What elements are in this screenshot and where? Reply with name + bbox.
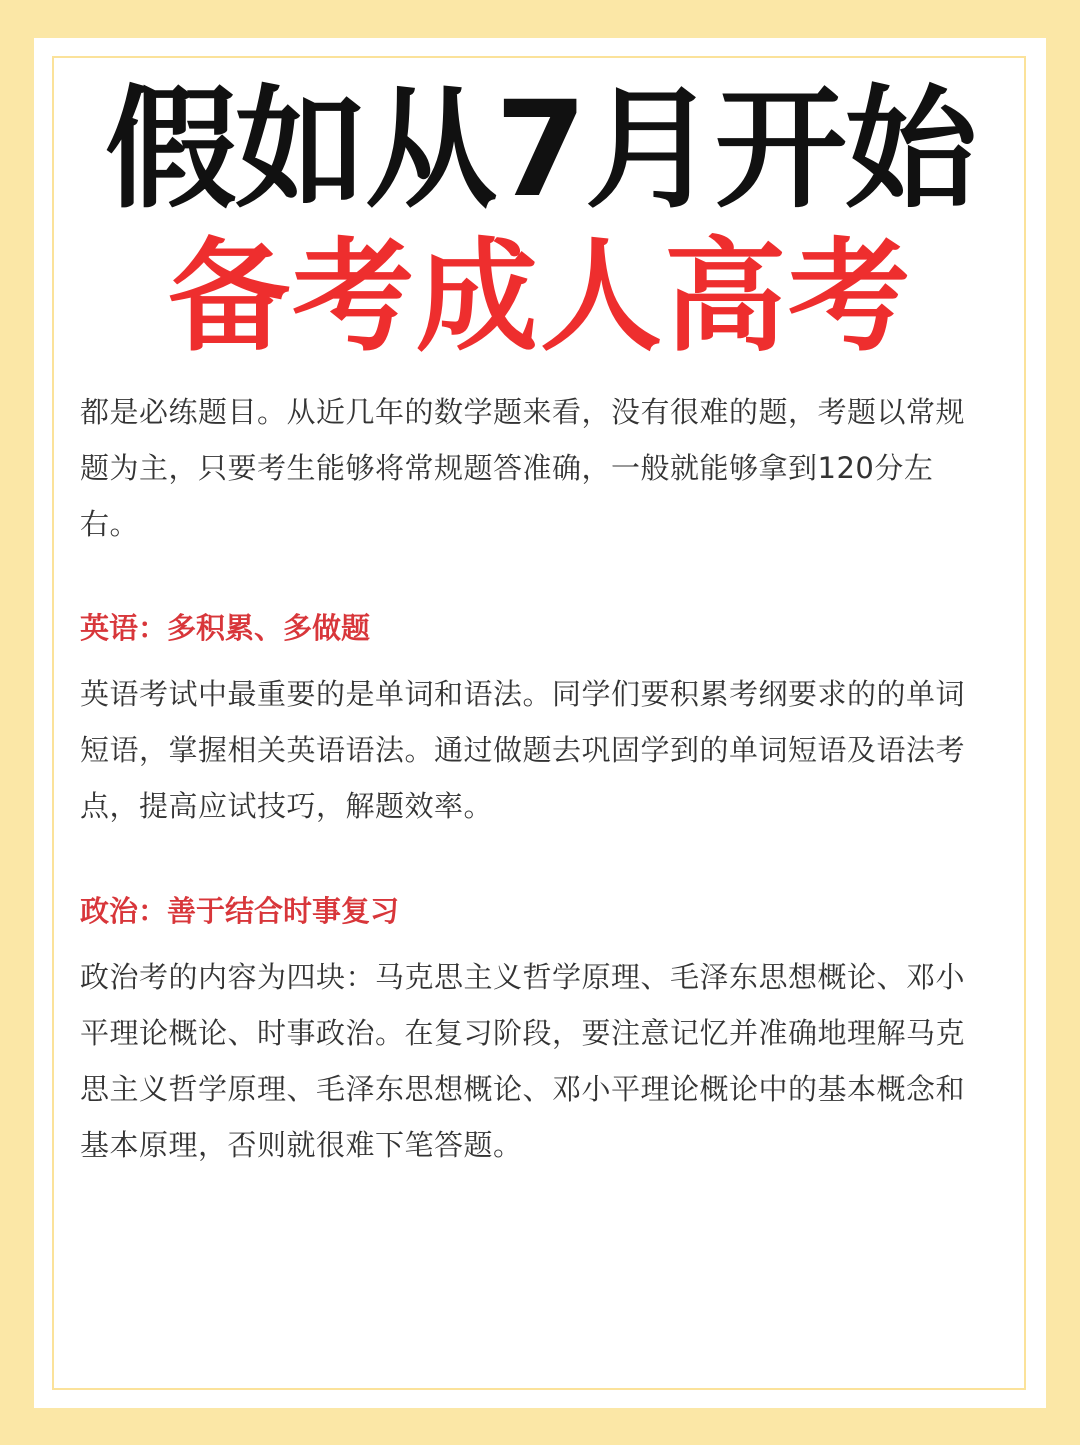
title-line-2: 备考成人高考 — [168, 226, 912, 368]
politics-paragraph: 政治考的内容为四块：马克思主义哲学原理、毛泽东思想概论、邓小平理论概论、时事政治。在复习阶段，要注意记忆并准确地理解马克思主义哲学原理、毛泽东思想概论、邓小平理论概论中的基本概念和基本原理，否则就很难下笔答题。 — [80, 960, 966, 1162]
politics-heading: 政治：善于结合时事复习 — [80, 894, 400, 928]
spacer — [80, 939, 990, 949]
english-paragraph: 英语考试中最重要的是单词和语法。同学们要积累考纲要求的的单词短语，掌握相关英语语法。通过做题去巩固学到的单词短语及语法考点，提高应试技巧，解题效率。 — [80, 677, 966, 823]
math-paragraph: 都是必练题目。从近几年的数学题来看，没有很难的题，考题以常规题为主，只要考生能够将常规题答准确，一般就能够拿到120分左右。 — [80, 395, 966, 541]
spacer — [80, 656, 990, 666]
spacer — [80, 552, 990, 600]
spacer — [80, 834, 990, 883]
article-content — [80, 384, 990, 1173]
title-line-1: 假如从7月开始 — [105, 73, 975, 227]
english-heading: 英语：多积累、多做题 — [80, 611, 371, 645]
